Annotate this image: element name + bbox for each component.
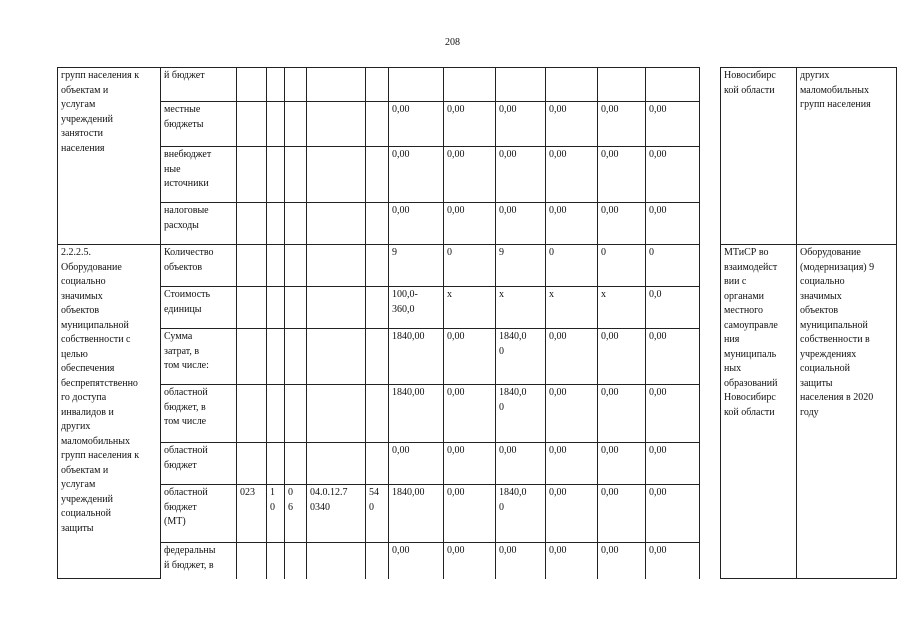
value-total [389, 68, 444, 102]
spacer-cell [700, 443, 721, 485]
value-year-5 [646, 68, 700, 102]
gov-code [237, 147, 267, 203]
value-total: 0,00 [389, 147, 444, 203]
expense-type-code [366, 443, 389, 485]
value-year-1: 0,00 [444, 485, 496, 543]
value-year-1: 0,00 [444, 443, 496, 485]
value-year-1: 0,00 [444, 147, 496, 203]
section-code [267, 385, 285, 443]
value-total: 0,00 [389, 203, 444, 245]
value-year-1: x [444, 287, 496, 329]
spacer-cell [700, 485, 721, 543]
value-year-3: 0,00 [546, 203, 598, 245]
value-year-3: 0,00 [546, 543, 598, 579]
subsection-code [285, 329, 307, 385]
section-code [267, 329, 285, 385]
value-year-2: 1840,0 0 [496, 485, 546, 543]
value-year-1: 0,00 [444, 102, 496, 147]
expense-type-code [366, 287, 389, 329]
source-cell: областной бюджет, в том числе [161, 385, 237, 443]
value-total: 1840,00 [389, 329, 444, 385]
gov-code [237, 102, 267, 147]
value-year-5: 0,00 [646, 203, 700, 245]
value-year-2: 9 [496, 245, 546, 287]
value-year-4: 0 [598, 245, 646, 287]
spacer-cell [700, 543, 721, 579]
value-year-5: 0,00 [646, 329, 700, 385]
expense-type-code: 54 0 [366, 485, 389, 543]
result-cell: других маломобильных групп населения [797, 68, 897, 245]
value-year-5: 0,0 [646, 287, 700, 329]
measure-cell: групп населения к объектам и услугам учреждений занятости населения [58, 68, 161, 245]
value-total: 0,00 [389, 443, 444, 485]
value-year-2: 0,00 [496, 443, 546, 485]
table-row [58, 68, 897, 102]
gov-code [237, 543, 267, 579]
source-cell: областной бюджет [161, 443, 237, 485]
value-year-4: x [598, 287, 646, 329]
subsection-code [285, 443, 307, 485]
subsection-code [285, 543, 307, 579]
value-year-2: 1840,0 0 [496, 385, 546, 443]
subsection-code [285, 287, 307, 329]
gov-code [237, 68, 267, 102]
measure-cell: 2.2.2.5. Оборудование социально значимых объектов муниципальной собственности с целью обеспечения беспрепятственно го доступа инвалидов и других маломобильных групп населения к объектам и услугам учреждений социальной защиты [58, 245, 161, 579]
section-code [267, 443, 285, 485]
source-cell: областной бюджет (МТ) [161, 485, 237, 543]
value-year-4: 0,00 [598, 147, 646, 203]
value-year-2: 1840,0 0 [496, 329, 546, 385]
value-year-2 [496, 68, 546, 102]
value-total: 1840,00 [389, 485, 444, 543]
value-year-1: 0,00 [444, 329, 496, 385]
section-code [267, 245, 285, 287]
value-year-5: 0,00 [646, 443, 700, 485]
value-year-1: 0,00 [444, 203, 496, 245]
value-total: 100,0- 360,0 [389, 287, 444, 329]
value-year-2: 0,00 [496, 102, 546, 147]
gov-code [237, 245, 267, 287]
value-year-4: 0,00 [598, 485, 646, 543]
value-year-1: 0,00 [444, 385, 496, 443]
value-year-4: 0,00 [598, 385, 646, 443]
spacer-cell [700, 203, 721, 245]
value-year-2: x [496, 287, 546, 329]
source-cell: Количество объектов [161, 245, 237, 287]
value-total: 0,00 [389, 543, 444, 579]
section-code [267, 203, 285, 245]
source-cell: внебюджет ные источники [161, 147, 237, 203]
value-year-2: 0,00 [496, 543, 546, 579]
gov-code [237, 443, 267, 485]
expense-type-code [366, 385, 389, 443]
target-article-code [307, 147, 366, 203]
target-article-code [307, 287, 366, 329]
value-year-5: 0 [646, 245, 700, 287]
value-year-5: 0,00 [646, 385, 700, 443]
section-code [267, 543, 285, 579]
gov-code: 023 [237, 485, 267, 543]
spacer-cell [700, 385, 721, 443]
source-cell: й бюджет [161, 68, 237, 102]
value-year-3: x [546, 287, 598, 329]
value-total: 1840,00 [389, 385, 444, 443]
executor-cell: Новосибирс кой области [721, 68, 797, 245]
spacer-cell [700, 147, 721, 203]
target-article-code [307, 245, 366, 287]
expense-type-code [366, 102, 389, 147]
value-year-3: 0 [546, 245, 598, 287]
subsection-code [285, 385, 307, 443]
source-cell: федеральны й бюджет, в [161, 543, 237, 579]
spacer-cell [700, 102, 721, 147]
subsection-code: 0 6 [285, 485, 307, 543]
expense-type-code [366, 68, 389, 102]
value-year-1: 0 [444, 245, 496, 287]
value-year-1: 0,00 [444, 543, 496, 579]
value-year-3 [546, 68, 598, 102]
budget-table [57, 67, 897, 579]
target-article-code [307, 385, 366, 443]
value-year-3: 0,00 [546, 485, 598, 543]
value-year-3: 0,00 [546, 147, 598, 203]
target-article-code: 04.0.12.7 0340 [307, 485, 366, 543]
spacer-cell [700, 287, 721, 329]
value-year-4: 0,00 [598, 203, 646, 245]
value-year-4: 0,00 [598, 329, 646, 385]
target-article-code [307, 543, 366, 579]
expense-type-code [366, 147, 389, 203]
value-year-4: 0,00 [598, 543, 646, 579]
source-cell: Сумма затрат, в том числе: [161, 329, 237, 385]
value-year-3: 0,00 [546, 443, 598, 485]
value-year-3: 0,00 [546, 329, 598, 385]
spacer-cell [700, 68, 721, 102]
subsection-code [285, 245, 307, 287]
source-cell: Стоимость единицы [161, 287, 237, 329]
target-article-code [307, 443, 366, 485]
source-cell: налоговые расходы [161, 203, 237, 245]
value-year-5: 0,00 [646, 543, 700, 579]
gov-code [237, 385, 267, 443]
expense-type-code [366, 245, 389, 287]
gov-code [237, 287, 267, 329]
value-year-5: 0,00 [646, 485, 700, 543]
value-year-5: 0,00 [646, 102, 700, 147]
value-year-2: 0,00 [496, 147, 546, 203]
subsection-code [285, 102, 307, 147]
value-total: 9 [389, 245, 444, 287]
target-article-code [307, 102, 366, 147]
spacer-cell [700, 245, 721, 287]
value-year-4: 0,00 [598, 102, 646, 147]
expense-type-code [366, 203, 389, 245]
spacer-cell [700, 329, 721, 385]
executor-cell: МТиСР во взаимодейст вии с органами местного самоуправле ния муниципаль ных образований Новосибирс кой области [721, 245, 797, 579]
subsection-code [285, 203, 307, 245]
page-number: 208 [445, 37, 460, 48]
value-year-4 [598, 68, 646, 102]
value-year-4: 0,00 [598, 443, 646, 485]
section-code: 1 0 [267, 485, 285, 543]
target-article-code [307, 68, 366, 102]
subsection-code [285, 147, 307, 203]
gov-code [237, 203, 267, 245]
section-code [267, 102, 285, 147]
subsection-code [285, 68, 307, 102]
value-total: 0,00 [389, 102, 444, 147]
value-year-1 [444, 68, 496, 102]
value-year-5: 0,00 [646, 147, 700, 203]
section-code [267, 68, 285, 102]
expense-type-code [366, 329, 389, 385]
section-code [267, 287, 285, 329]
expense-type-code [366, 543, 389, 579]
value-year-3: 0,00 [546, 102, 598, 147]
table-row [58, 245, 897, 287]
value-year-3: 0,00 [546, 385, 598, 443]
result-cell: Оборудование (модернизация) 9 социально значимых объектов муниципальной собственности в учреждениях социальной защиты населения в 2020 году [797, 245, 897, 579]
target-article-code [307, 203, 366, 245]
value-year-2: 0,00 [496, 203, 546, 245]
target-article-code [307, 329, 366, 385]
source-cell: местные бюджеты [161, 102, 237, 147]
section-code [267, 147, 285, 203]
gov-code [237, 329, 267, 385]
